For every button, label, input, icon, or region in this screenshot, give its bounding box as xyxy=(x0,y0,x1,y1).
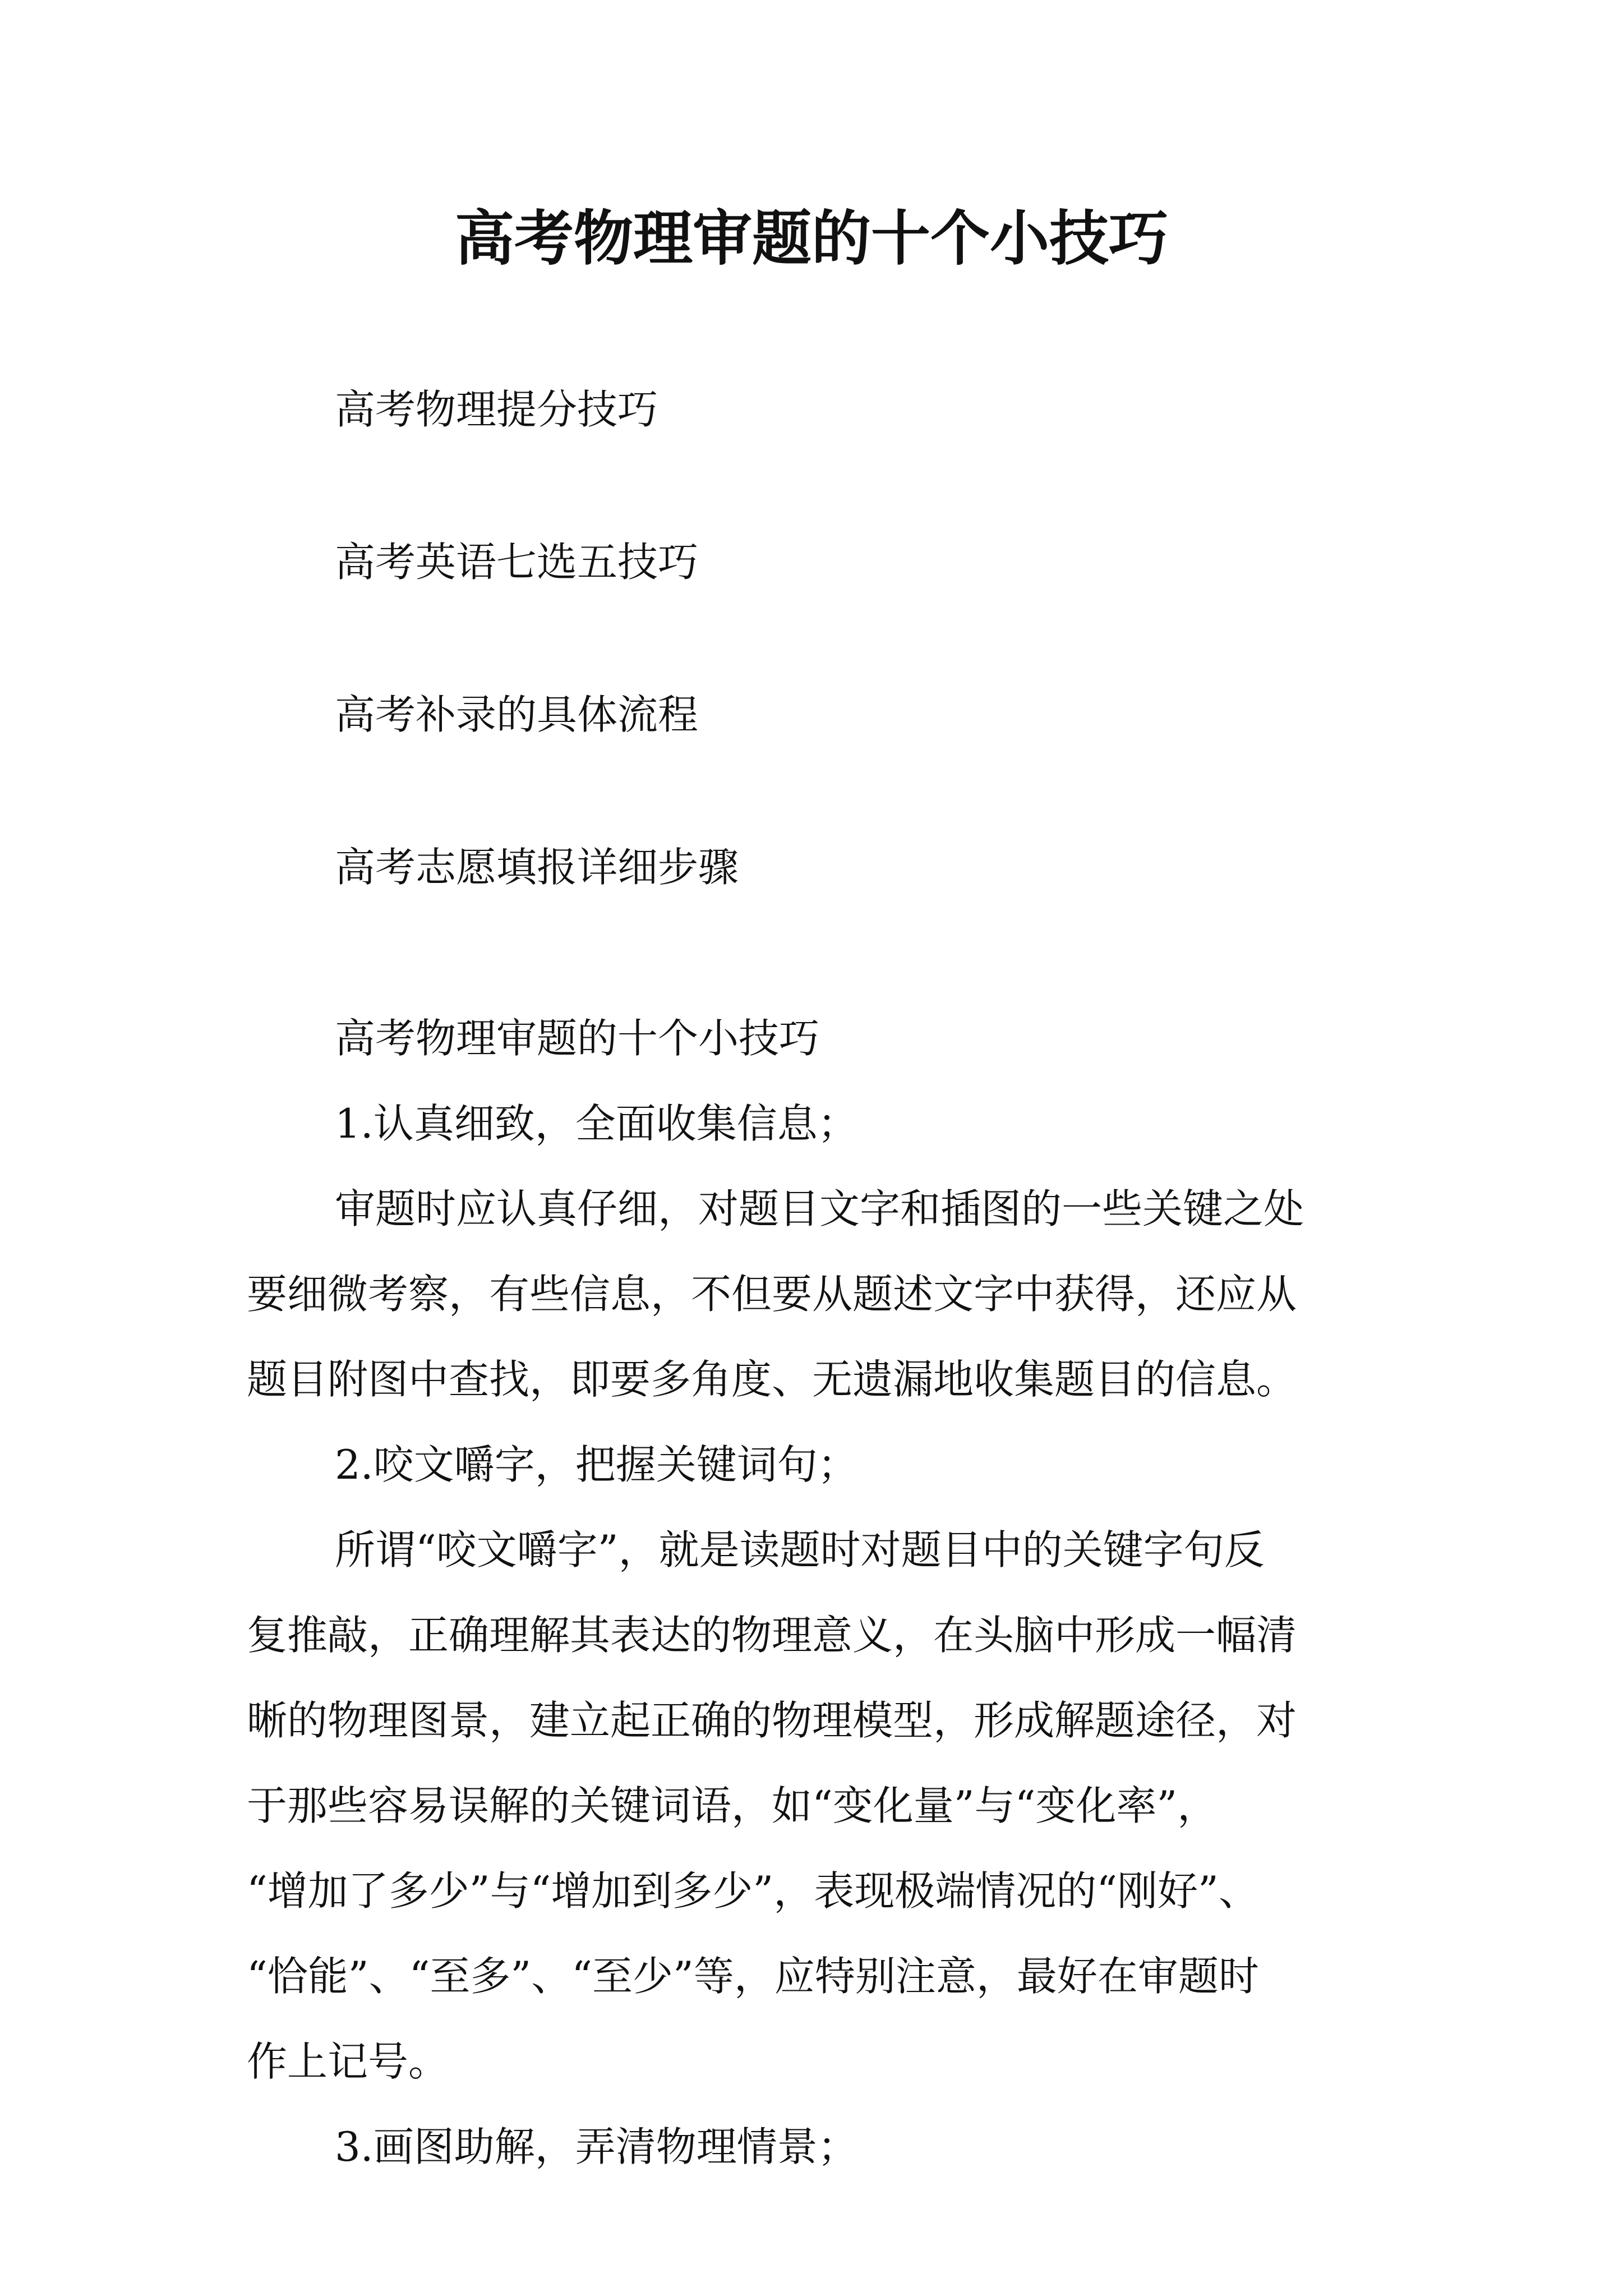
tip-2-heading: 2.咬文嚼字，把握关键词句； xyxy=(335,1441,858,1488)
paragraph-line: 复推敲，正确理解其表达的物理意义，在头脑中形成一幅清 xyxy=(247,1612,1297,1659)
tip-1-heading: 1.认真细致，全面收集信息； xyxy=(335,1100,858,1147)
tip-3-heading: 3.画图助解，弄清物理情景； xyxy=(335,2123,858,2170)
paragraph-line: 要细微考察，有些信息，不但要从题述文字中获得，还应从 xyxy=(247,1271,1297,1318)
related-link-english-seven-five[interactable]: 高考英语七选五技巧 xyxy=(335,539,699,586)
article-body xyxy=(247,996,1430,2189)
related-link-physics-tips[interactable]: 高考物理提分技巧 xyxy=(335,386,658,433)
article-heading: 高考物理审题的十个小技巧 xyxy=(335,1015,820,1062)
paragraph-line: 作上记号。 xyxy=(247,2038,449,2085)
paragraph-line: 所谓“咬文嚼字”，就是读题时对题目中的关键字句反 xyxy=(335,1526,1265,1573)
paragraph-line: 晰的物理图景，建立起正确的物理模型，形成解题途径，对 xyxy=(247,1697,1297,1744)
paragraph-line: “恰能”、“至多”、“至少”等，应特别注意，最好在审题时 xyxy=(247,1953,1259,2000)
related-link-supplementary-admission[interactable]: 高考补录的具体流程 xyxy=(335,691,699,738)
document-title: 高考物理审题的十个小技巧 xyxy=(455,203,1168,273)
related-link-application-steps[interactable]: 高考志愿填报详细步骤 xyxy=(335,844,739,891)
paragraph-line: 于那些容易误解的关键词语，如“变化量”与“变化率”， xyxy=(247,1782,1218,1829)
paragraph-line: 审题时应认真仔细，对题目文字和插图的一些关键之处 xyxy=(335,1185,1304,1232)
paragraph-line: “增加了多少”与“增加到多少”，表现极端情况的“刚好”、 xyxy=(247,1867,1259,1915)
paragraph-line: 题目附图中查找，即要多角度、无遗漏地收集题目的信息。 xyxy=(247,1356,1297,1403)
